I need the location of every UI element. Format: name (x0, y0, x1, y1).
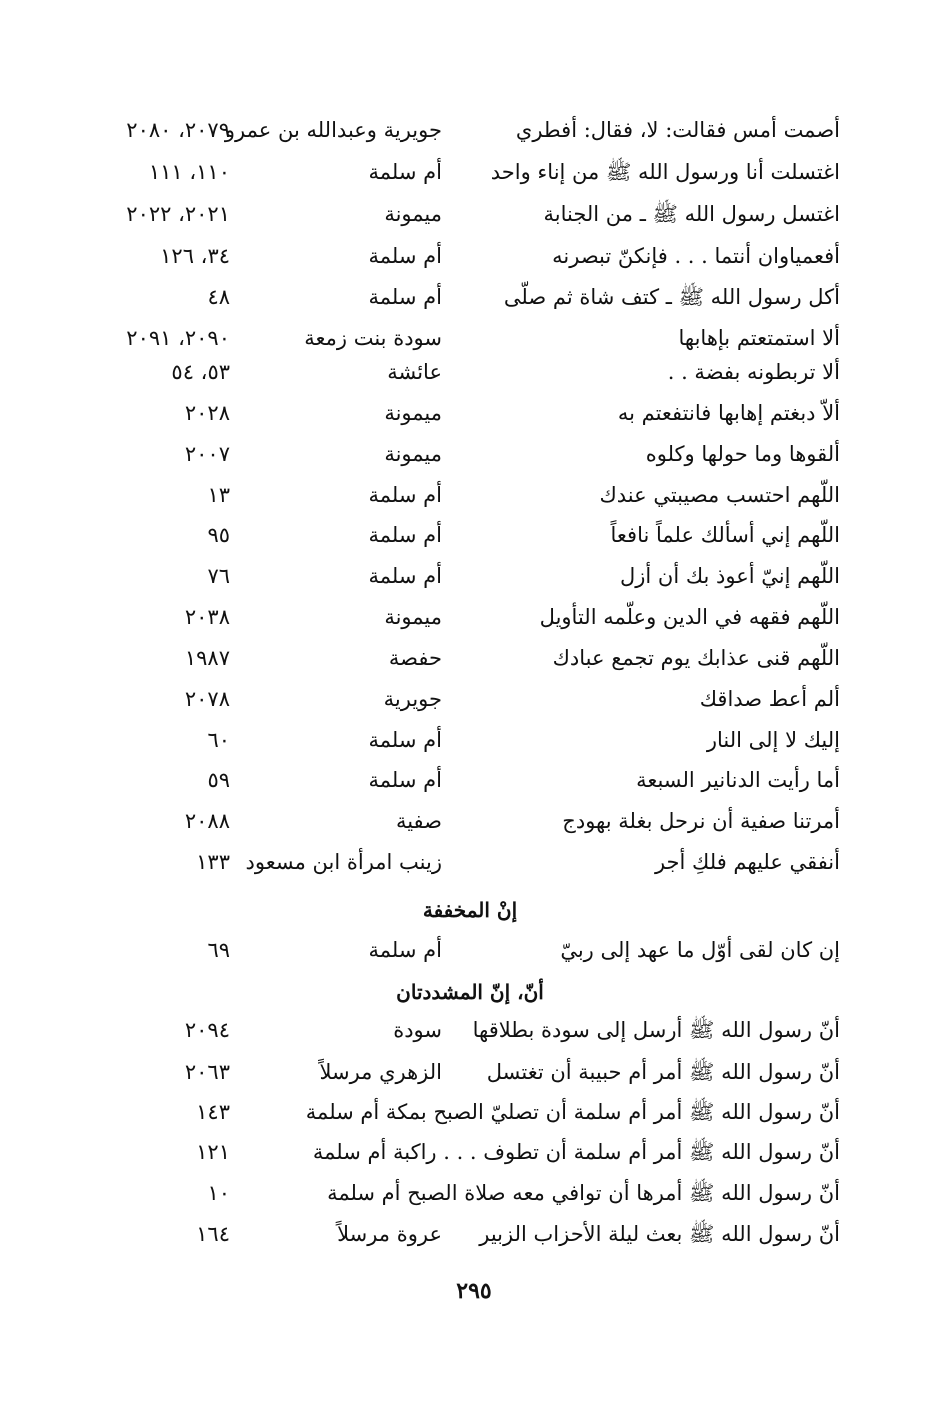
entry-text: ألا استمتعتم بإهابها (678, 326, 840, 350)
entry-text: أنّ رسول الله ﷺ أمرها أن توافي معه صلاة الصبح أم سلمة (327, 1181, 840, 1205)
entry-text: أما رأيت الدنانير السبعة (636, 768, 840, 792)
entry-number: ١٩٨٧ (184, 646, 230, 670)
entry-text: أكل رسول الله ﷺ ـ كتف شاة ثم صلّى (503, 285, 840, 309)
entry-narrator: سودة بنت زمعة (304, 326, 442, 350)
entry-narrator: عائشة (387, 360, 442, 384)
entry-narrator: زينب امرأة ابن مسعود (245, 850, 442, 874)
entry-narrator: أم سلمة (368, 285, 442, 309)
entry-number: ٥٣، ٥٤ (171, 360, 230, 384)
entry-text: إليك لا إلى النار (706, 728, 840, 752)
entry-narrator: أم سلمة (368, 244, 442, 268)
index-entry (90, 556, 850, 596)
index-entry (90, 1052, 850, 1092)
index-entry (90, 194, 850, 234)
entry-number: ١٤٣ (196, 1100, 230, 1124)
index-entry (90, 720, 850, 760)
section-heading: أنّ، إنّ المشددتان (396, 980, 544, 1004)
entry-number: ٢٠٩٤ (184, 1018, 230, 1042)
entry-narrator: جويرية وعبدالله بن عمرو (224, 118, 442, 142)
entry-text: اللّهم احتسب مصيبتي عندك (599, 483, 840, 507)
entry-narrator: صفية (395, 809, 442, 833)
entry-narrator: أم سلمة (368, 564, 442, 588)
entry-text: اللّهم قنى عذابك يوم تجمع عبادك (552, 646, 840, 670)
entry-text: أصمت أمس فقالت: لا، فقال: أفطري (515, 118, 840, 142)
entry-number: ١٣٣ (196, 850, 230, 874)
entry-narrator: الزهري مرسلاً (319, 1060, 442, 1084)
entry-text: أنّ رسول الله ﷺ بعث ليلة الأحزاب الزبير (479, 1222, 840, 1246)
entry-number: ١٦٤ (196, 1222, 230, 1246)
entry-number: ٢٠٨٨ (184, 809, 230, 833)
entry-text: ألا تربطونه بفضة . . (667, 360, 840, 384)
index-entry (90, 1132, 850, 1172)
entry-text: أنّ رسول الله ﷺ أمر أم سلمة أن تصليّ الصبح بمكة أم سلمة (305, 1100, 840, 1124)
entry-text: أنّ رسول الله ﷺ أمر أم حبيبة أن تغتسل (486, 1060, 840, 1084)
entry-number: ٩٥ (207, 523, 230, 547)
entry-narrator: أم سلمة (368, 160, 442, 184)
entry-narrator: أم سلمة (368, 938, 442, 962)
entry-number: ٥٩ (207, 768, 230, 792)
entry-number: ١٢١ (196, 1140, 230, 1164)
entry-number: ٢٠٢٨ (184, 401, 230, 425)
entry-text: اللّهم إنيّ أعوذ بك أن أزل (620, 564, 840, 588)
entry-text: أنفقي عليهم فلكِ أجر (654, 850, 840, 874)
entry-narrator: عروة مرسلاً (337, 1222, 442, 1246)
entry-narrator: حفصة (388, 646, 442, 670)
entry-text: أنّ رسول الله ﷺ أمر أم سلمة أن تطوف . . . راكبة أم سلمة (312, 1140, 840, 1164)
index-entry (90, 475, 850, 515)
index-entry (90, 842, 850, 882)
page-number: ٢٩٥ (456, 1278, 492, 1304)
entry-text: اللّهم إني أسألك علماً نافعاً (610, 523, 840, 547)
index-entry (90, 638, 850, 678)
entry-text: إن كان لقى أوّل ما عهد إلى ربيّ (560, 938, 840, 962)
entry-number: ٢٠٩٠، ٢٠٩١ (126, 326, 230, 350)
entry-text: ألاّ دبغتم إهابها فانتفعتم به (617, 401, 840, 425)
entry-number: ٧٦ (207, 564, 230, 588)
entry-number: ٢٠٢١، ٢٠٢٢ (126, 202, 230, 226)
entry-narrator: جويرية (383, 687, 442, 711)
index-entry (90, 930, 850, 970)
index-entry (90, 801, 850, 841)
entry-number: ١٣ (207, 483, 230, 507)
entry-number: ٢٠٠٧ (184, 442, 230, 466)
entry-narrator: سودة (393, 1018, 442, 1042)
index-entry (90, 1173, 850, 1213)
entry-text: ألقوها وما حولها وكلوه (645, 442, 840, 466)
entry-text: اللّهم فقهه في الدين وعلّمه التأويل (539, 605, 840, 629)
entry-narrator: ميمونة (384, 202, 442, 226)
entry-text: أنّ رسول الله ﷺ أرسل إلى سودة بطلاقها (472, 1018, 840, 1042)
entry-narrator: أم سلمة (368, 728, 442, 752)
index-entry (90, 393, 850, 433)
index-entry (90, 1010, 850, 1050)
entry-narrator: ميمونة (384, 401, 442, 425)
entry-text: اغتسل رسول الله ﷺ ـ من الجنابة (543, 202, 840, 226)
index-entry (90, 760, 850, 800)
index-entry (90, 515, 850, 555)
entry-narrator: أم سلمة (368, 523, 442, 547)
entry-number: ٢٠٣٨ (184, 605, 230, 629)
index-entry (90, 679, 850, 719)
index-entry (90, 352, 850, 392)
index-entry (90, 277, 850, 317)
entry-narrator: أم سلمة (368, 768, 442, 792)
index-entry (90, 152, 850, 192)
entry-number: ٢٠٧٩، ٢٠٨٠ (126, 118, 230, 142)
entry-text: أمرتنا صفية أن نرحل بغلة بهودج (562, 809, 840, 833)
entry-number: ٣٤، ١٢٦ (160, 244, 230, 268)
index-entry (90, 597, 850, 637)
section-heading: إنْ المخففة (422, 898, 518, 922)
entry-narrator: ميمونة (384, 605, 442, 629)
index-entry (90, 1214, 850, 1254)
entry-number: ٢٠٦٣ (184, 1060, 230, 1084)
entry-text: أفعمياوان أنتما . . . فإنكنّ تبصرنه (552, 244, 840, 268)
index-entry (90, 110, 850, 150)
entry-number: ٤٨ (207, 285, 230, 309)
entry-number: ٦٩ (207, 938, 230, 962)
index-entry (90, 1092, 850, 1132)
entry-text: اغتسلت أنا ورسول الله ﷺ من إناء واحد (490, 160, 840, 184)
index-entry (90, 434, 850, 474)
entry-number: ١٠ (207, 1181, 230, 1205)
entry-text: ألم أعط صداقك (699, 687, 840, 711)
entry-number: ٦٠ (207, 728, 230, 752)
index-entry (90, 236, 850, 276)
entry-number: ١١٠، ١١١ (148, 160, 230, 184)
entry-narrator: أم سلمة (368, 483, 442, 507)
entry-narrator: ميمونة (384, 442, 442, 466)
entry-number: ٢٠٧٨ (184, 687, 230, 711)
